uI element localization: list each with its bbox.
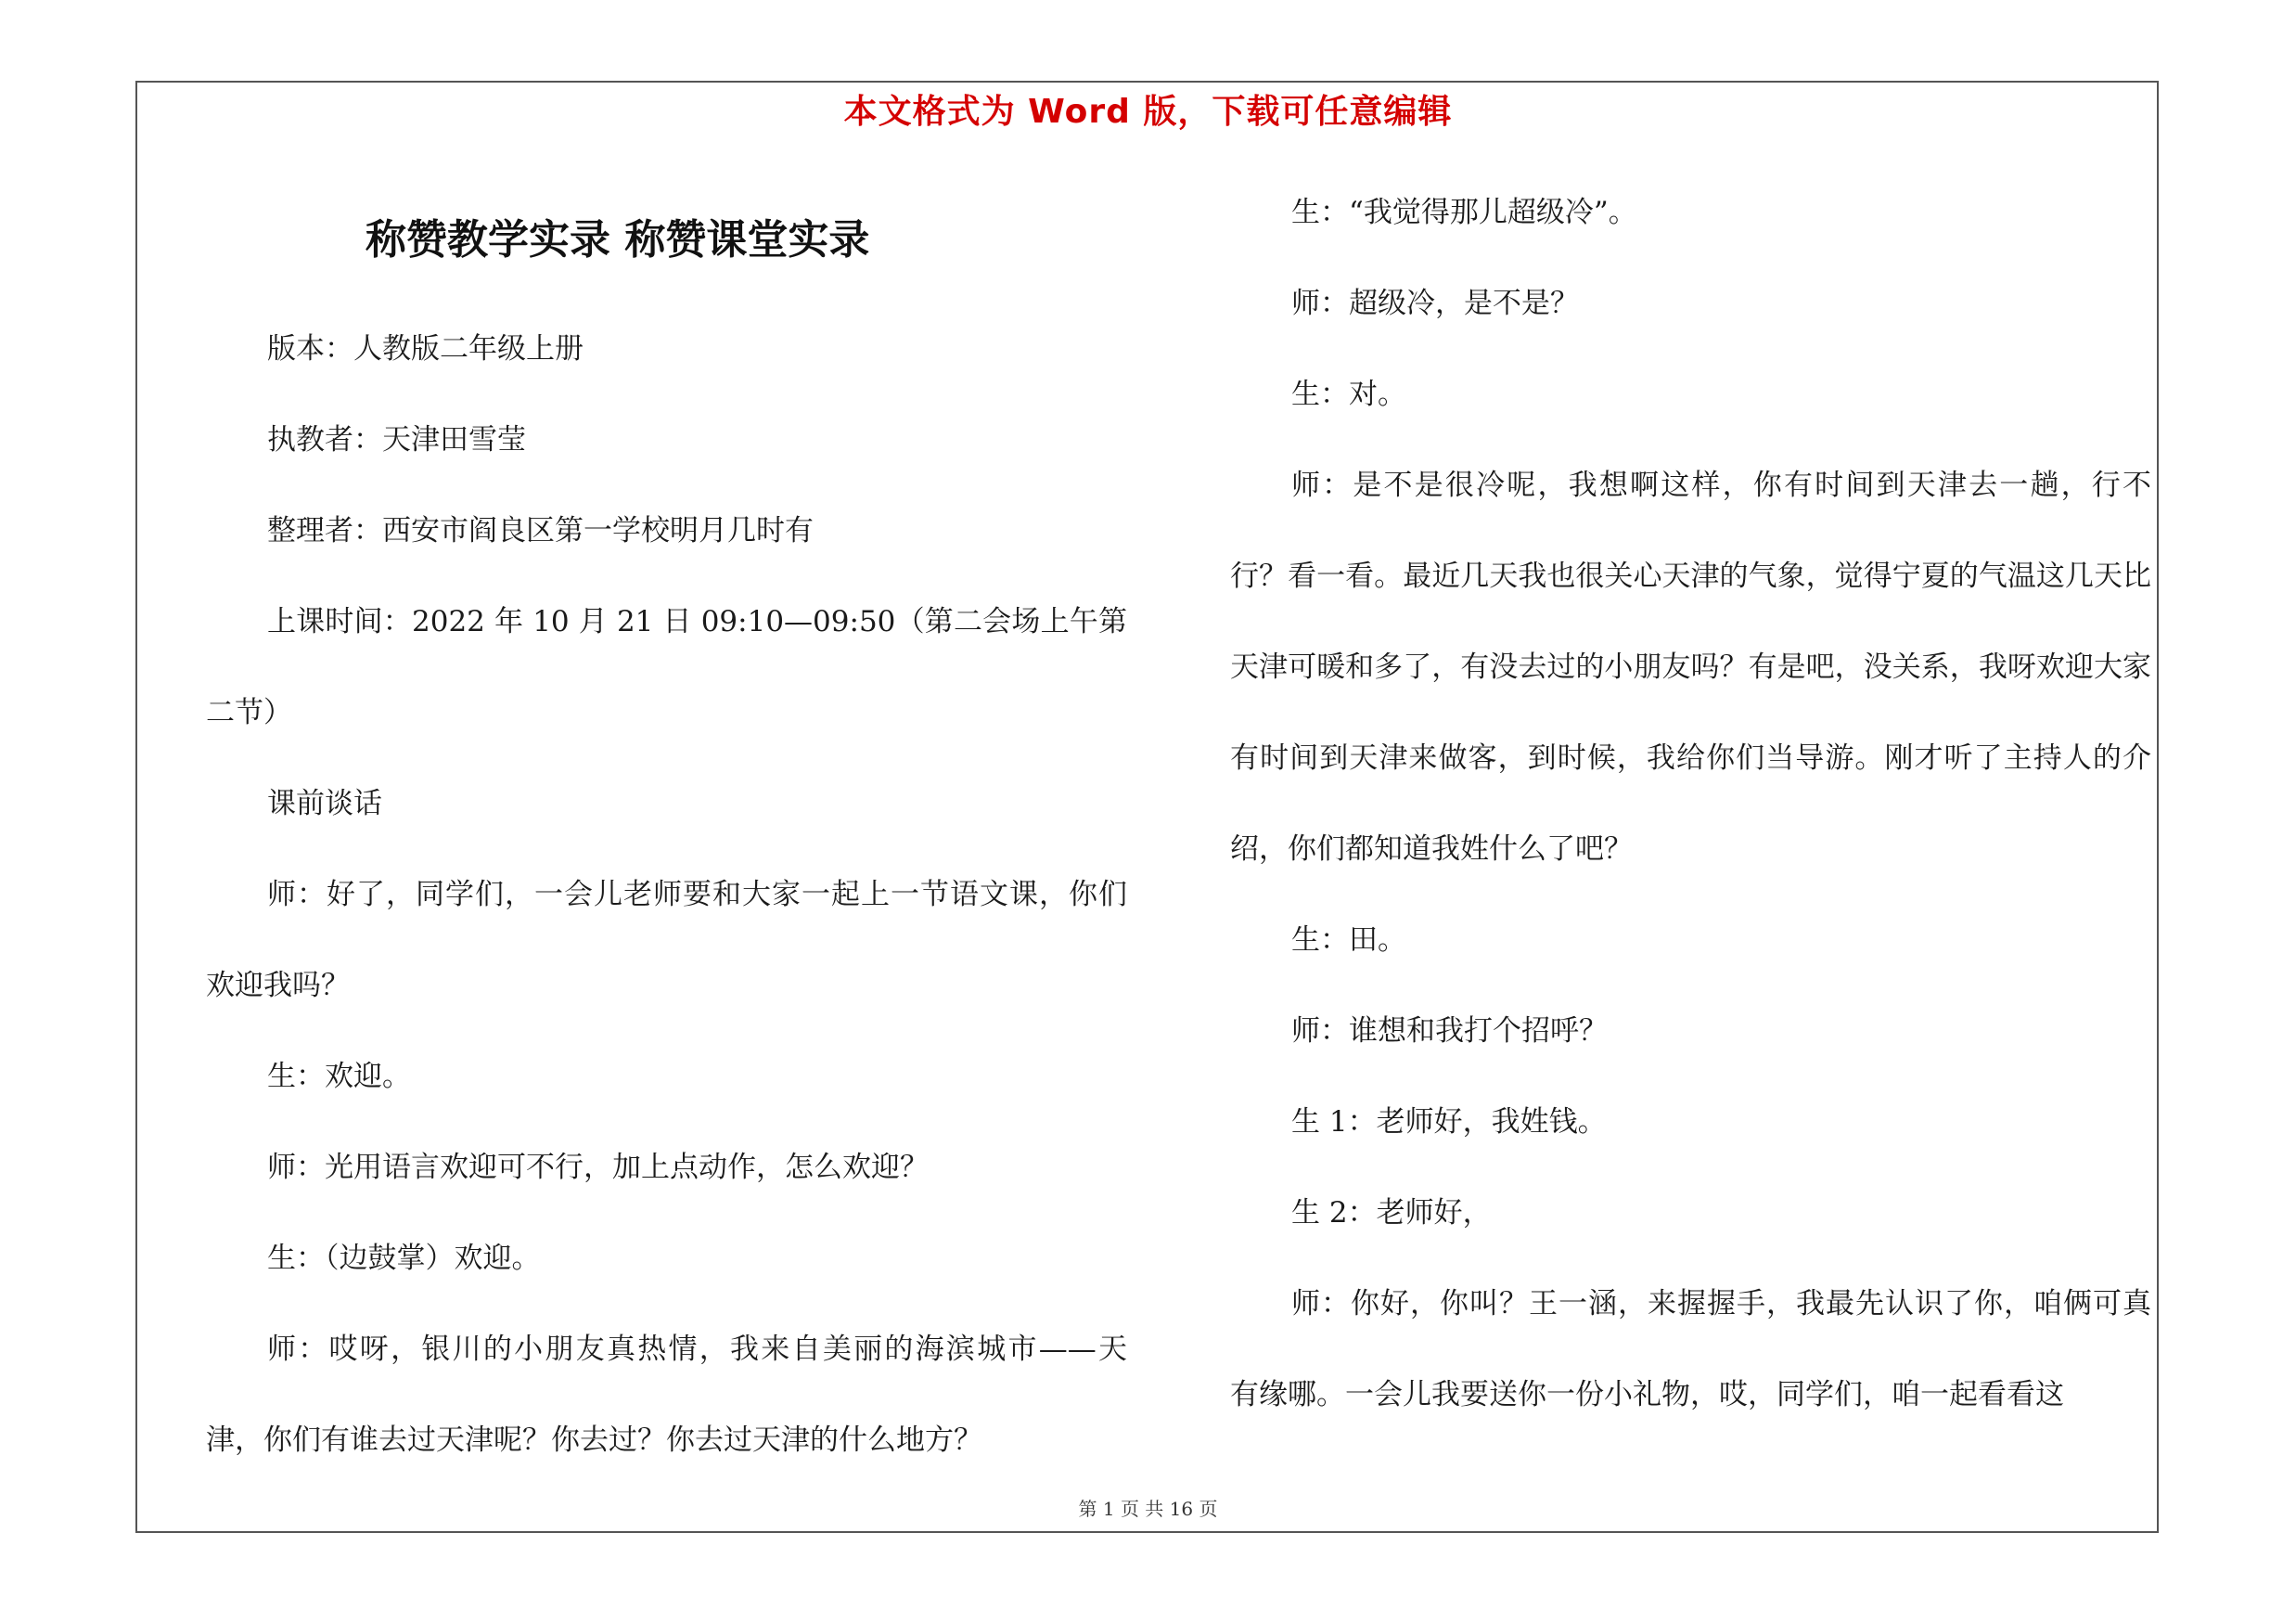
paragraph: 整理者：西安市阎良区第一学校明月几时有 <box>267 514 814 547</box>
paragraph: 师：好了，同学们，一会儿老师要和大家一起上一节语文课，你们欢迎我吗？ <box>206 878 1127 1002</box>
paragraph: 生：（边鼓掌）欢迎。 <box>267 1242 541 1275</box>
paragraph: 师：是不是很冷呢，我想啊这样，你有时间到天津去一趟，行不行？看一看。最近几天我也很关心天津的气象，觉得宁夏的气温这几天比天津可暖和多了，有没去过的小朋友吗？有是吧，没关系，我呀欢迎大家有时间到天津来做客，到时候，我给你们当导游。刚才听了主持人的介绍，你们都知道我姓什么了吧？ <box>1230 469 2151 866</box>
right-column <box>1230 167 2151 1440</box>
paragraph: 生：欢迎。 <box>267 1060 411 1093</box>
left-column <box>206 303 1127 1486</box>
paragraph: 生 2：老师好， <box>1291 1196 1492 1230</box>
paragraph: 师：哎呀，银川的小朋友真热情，我来自美丽的海滨城市——天津，你们有谁去过天津呢？你去过？你去过天津的什么地方？ <box>206 1333 1127 1457</box>
page-number-footer: 第 1 页 共 16 页 <box>1078 1498 1218 1520</box>
format-banner: 本文格式为 Word 版，下载可任意编辑 <box>843 93 1453 131</box>
paragraph: 生：对。 <box>1291 378 1406 411</box>
paragraph: 生 1：老师好，我姓钱。 <box>1291 1105 1607 1139</box>
paragraph: 师：谁想和我打个招呼？ <box>1291 1014 1608 1048</box>
paragraph: 生：田。 <box>1291 923 1406 957</box>
paragraph: 生：“我觉得那儿超级冷”。 <box>1291 196 1637 229</box>
paragraph: 师：你好，你叫？王一涵，来握握手，我最先认识了你，咱俩可真有缘哪。一会儿我要送你一份小礼物，哎，同学们，咱一起看看这 <box>1230 1287 2151 1411</box>
paragraph: 师：光用语言欢迎可不行，加上点动作，怎么欢迎？ <box>267 1151 929 1184</box>
section-heading: 课前谈话 <box>267 787 382 820</box>
document-title: 称赞教学实录 称赞课堂实录 <box>366 216 870 264</box>
paragraph: 上课时间：2022 年 10 月 21 日 09:10—09:50（第二会场上午第二节） <box>206 605 1127 729</box>
paragraph: 版本：人教版二年级上册 <box>267 332 584 366</box>
paragraph: 师：超级冷，是不是？ <box>1291 287 1579 320</box>
paragraph: 执教者：天津田雪莹 <box>267 423 526 457</box>
